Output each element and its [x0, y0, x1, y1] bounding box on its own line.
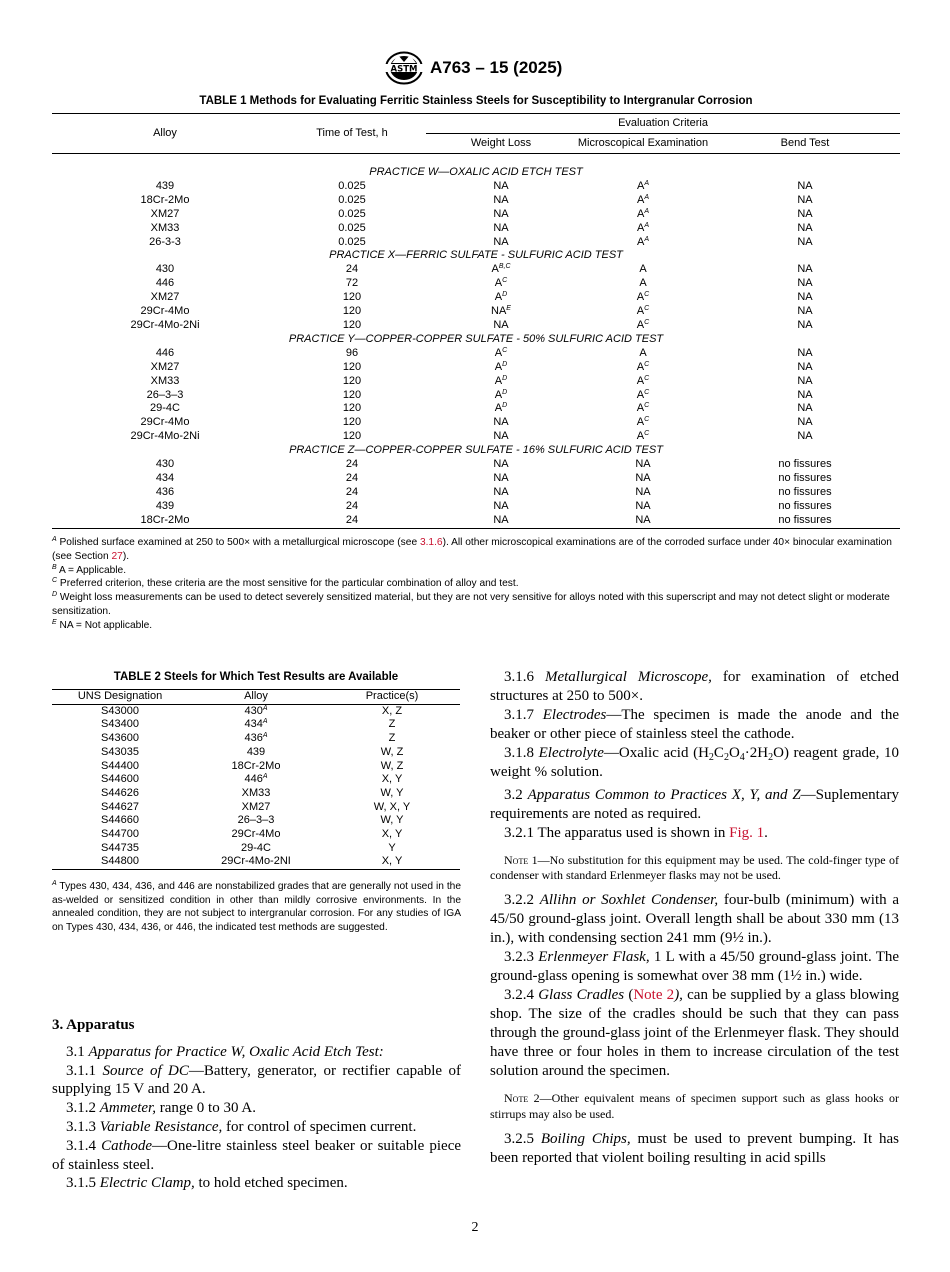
cell-alloy: 26-3-3 — [149, 235, 181, 248]
cell-microscopical: NA — [635, 471, 651, 484]
cell-microscopical: $A^A$ — [636, 179, 649, 192]
cell-bend-test: NA — [797, 360, 813, 373]
table1-row — [52, 361, 900, 375]
para-3-1: 3.1 Apparatus for Practice W, Oxalic Acid Etch Test: — [66, 1043, 384, 1060]
cell-time: 120 — [342, 318, 362, 331]
cell-bend-test: NA — [797, 277, 813, 290]
cell-alloy: 18Cr-2Mo — [140, 193, 190, 206]
table2-row — [52, 718, 460, 732]
cell-bend-test: NA — [797, 193, 813, 206]
table1-header-alloy: Alloy — [153, 127, 177, 139]
table1-row — [52, 180, 900, 194]
table2-row — [52, 842, 460, 856]
cell-bend-test: NA — [797, 374, 813, 387]
link-note-2[interactable]: Note 2 — [633, 987, 675, 1004]
cell-weight-loss: $A^D$ — [494, 402, 508, 415]
cell-bend-test: NA — [797, 318, 813, 331]
para-3-1-5: 3.1.5 Electric Clamp, to hold etched specimen. — [66, 1175, 348, 1192]
cell-time: 120 — [342, 402, 362, 415]
cell-alloy: $434^A$ — [244, 718, 268, 731]
cell-time: 120 — [342, 305, 362, 318]
table1-row — [52, 305, 900, 319]
cell-time: 120 — [342, 360, 362, 373]
cell-microscopical: NA — [635, 458, 651, 471]
cell-microscopical: $A^C$ — [636, 388, 650, 401]
cell-alloy: $436^A$ — [244, 732, 268, 745]
table2-header-alloy: Alloy — [244, 690, 268, 702]
cell-alloy: XM27 — [241, 800, 271, 813]
table1-row — [52, 194, 900, 208]
table1-row — [52, 514, 900, 528]
cell-weight-loss: NA — [493, 485, 509, 498]
cell-time: 24 — [345, 485, 359, 498]
cell-uns: S44735 — [101, 841, 139, 854]
cell-alloy: XM33 — [150, 374, 180, 387]
section-3-left — [52, 1016, 461, 1193]
table1-header-microscopical: Microscopical Examination — [577, 137, 709, 149]
cell-alloy: XM27 — [150, 360, 180, 373]
cell-alloy: 29Cr-4Mo — [140, 305, 190, 318]
cell-weight-loss: NA — [493, 207, 509, 220]
cell-practice: Z — [388, 732, 396, 745]
table1-row — [52, 458, 900, 472]
table2-row — [52, 704, 460, 718]
cell-time: 0.025 — [338, 221, 366, 234]
cell-practice: X, Y — [381, 773, 403, 786]
cell-alloy: 29Cr-4Mo — [140, 416, 190, 429]
cell-weight-loss: $A^D$ — [494, 388, 508, 401]
cell-time: 120 — [342, 374, 362, 387]
cell-weight-loss: $A^C$ — [494, 346, 508, 359]
table2-row — [52, 746, 460, 760]
cell-alloy: 29-4C — [150, 402, 180, 415]
table1-spacer — [52, 154, 900, 167]
cell-microscopical: $A^C$ — [636, 291, 650, 304]
document-designation: A763 – 15 (2025) — [430, 58, 563, 77]
cell-alloy: XM33 — [150, 221, 180, 234]
cell-uns: S44700 — [101, 828, 139, 841]
cell-time: 120 — [342, 388, 362, 401]
section-heading: 3. Apparatus — [52, 1017, 135, 1033]
table1-row — [52, 263, 900, 277]
cell-alloy: $430^A$ — [244, 704, 268, 717]
table1-row — [52, 402, 900, 416]
cell-weight-loss: NA — [493, 513, 509, 526]
cell-weight-loss: $A^{B,C}$ — [491, 263, 511, 276]
footnote-a: $^A$ Polished surface examined at 250 to 500× with a metallurgical microscope (see 3.1.6). All other microscopical examinations are of the corroded surface under 40× binocular examination (see Section 27). — [52, 536, 892, 562]
cell-bend-test: NA — [797, 291, 813, 304]
table1-body — [52, 154, 900, 529]
table1-header-bend-test: Bend Test — [780, 137, 830, 149]
table1-practice-heading — [52, 333, 900, 347]
cell-time: 24 — [345, 458, 359, 471]
cell-uns: S43035 — [101, 745, 139, 758]
cell-weight-loss: $A^D$ — [494, 360, 508, 373]
cell-bend-test: no fissures — [778, 499, 832, 512]
table1-header-criteria: Evaluation Criteria — [426, 114, 900, 134]
cell-uns: S43600 — [101, 732, 139, 745]
cell-alloy: 18Cr-2Mo — [140, 513, 190, 526]
cell-alloy: 29Cr-4Mo-2Ni — [130, 430, 200, 443]
cell-alloy: 430 — [155, 458, 175, 471]
practice-title: PRACTICE Y—COPPER-COPPER SULFATE - 50% SULFURIC ACID TEST — [288, 332, 664, 345]
cell-weight-loss: $A^C$ — [494, 277, 508, 290]
cell-alloy: 446 — [155, 277, 175, 290]
cell-time: 96 — [345, 346, 359, 359]
cell-microscopical: $A^A$ — [636, 221, 649, 234]
cell-bend-test: NA — [797, 388, 813, 401]
cell-alloy: 439 — [246, 745, 266, 758]
cell-microscopical: A — [639, 346, 647, 359]
cell-alloy: 26–3–3 — [146, 388, 184, 401]
cell-alloy: 439 — [155, 499, 175, 512]
cell-alloy: 26–3–3 — [237, 814, 275, 827]
table1-row — [52, 375, 900, 389]
para-3-2-5: 3.2.5 Boiling Chips, must be used to prevent bumping. It has been reported that violent boiling resulting in acid spills — [490, 1130, 899, 1166]
cell-uns: S44627 — [101, 800, 139, 813]
table2-body — [52, 704, 460, 869]
cell-weight-loss: NA — [493, 221, 509, 234]
cell-time: 24 — [345, 263, 359, 276]
cell-weight-loss: NA — [493, 430, 509, 443]
cell-bend-test: NA — [797, 179, 813, 192]
cell-alloy: 29Cr-4Mo-2Ni — [130, 318, 200, 331]
cell-weight-loss: $A^D$ — [494, 291, 508, 304]
table1-row — [52, 416, 900, 430]
cell-alloy: 439 — [155, 179, 175, 192]
cell-bend-test: NA — [797, 346, 813, 359]
table1-row — [52, 208, 900, 222]
table2-row — [52, 828, 460, 842]
cell-time: 120 — [342, 430, 362, 443]
cell-practice: W, Z — [380, 759, 404, 772]
table1-row — [52, 347, 900, 361]
footnote-e: $^E$ NA = Not applicable. — [52, 618, 153, 631]
cell-bend-test: no fissures — [778, 513, 832, 526]
cell-microscopical: $A^A$ — [636, 235, 649, 248]
cell-weight-loss: $A^D$ — [494, 374, 508, 387]
table2-row — [52, 855, 460, 869]
para-3-2-1: 3.2.1 The apparatus used is shown in Fig. 1. — [504, 825, 768, 841]
note-1: Note 1—No substitution for this equipment may be used. The cold-finger type of condenser with standard Erlenmeyer flasks may not be used. — [490, 853, 899, 883]
cell-bend-test: NA — [797, 235, 813, 248]
cell-practice: X, Z — [381, 704, 403, 717]
cell-bend-test: NA — [797, 416, 813, 429]
link-3-1-6[interactable]: 3.1.6 — [419, 537, 443, 548]
cell-microscopical: $A^C$ — [636, 305, 650, 318]
cell-time: 24 — [345, 499, 359, 512]
table2-row — [52, 760, 460, 774]
table1-header-weight-loss: Weight Loss — [470, 137, 532, 149]
cell-bend-test: NA — [797, 221, 813, 234]
table1-row — [52, 486, 900, 500]
table1-row — [52, 472, 900, 486]
table2-header-practice: Practice(s) — [365, 690, 419, 702]
table2-row — [52, 814, 460, 828]
table1-header-time: Time of Test, h — [316, 127, 388, 139]
cell-time: 120 — [342, 291, 362, 304]
cell-bend-test: NA — [797, 430, 813, 443]
para-3-1-2: 3.1.2 Ammeter, range 0 to 30 A. — [66, 1100, 256, 1117]
cell-practice: W, Y — [380, 786, 404, 799]
cell-uns: S44600 — [101, 773, 139, 786]
para-3-1-6: 3.1.6 Metallurgical Microscope, for examination of etched structures at 250 to 500×. — [490, 669, 899, 704]
para-3-1-8: 3.1.8 Electrolyte—Oxalic acid $(H_2C_2O_4\cdot 2H_2O)$ reagent grade, 10 weight % solution. — [490, 745, 900, 780]
cell-time: 0.025 — [338, 235, 366, 248]
para-3-2-4: 3.2.4 Glass Cradles (Note 2), can be supplied by a glass blowing shop. The size of the cradles should be such that they can pass through the ground-glass joint of the Erlenmeyer flask. They should have three or four holes in them to increase circulation of the test solution around the specimen. — [490, 987, 899, 1080]
cell-weight-loss: $NA^E$ — [491, 305, 511, 318]
cell-microscopical: $A^C$ — [636, 416, 650, 429]
footnote-d: $^D$ Weight loss measurements can be used to detect severely sensitized material, but they are not very sensitive for alloys noted with this superscript and may not detect slight or moderate sensitization. — [52, 591, 890, 617]
cell-time: 24 — [345, 513, 359, 526]
table1-practice-heading — [52, 444, 900, 458]
table1-row — [52, 277, 900, 291]
cell-uns: S44626 — [101, 786, 139, 799]
link-fig-1[interactable]: Fig. 1 — [729, 825, 765, 841]
cell-microscopical: NA — [635, 513, 651, 526]
para-3-1-4: 3.1.4 Cathode—One-litre stainless steel beaker or suitable piece of stainless steel. — [52, 1137, 462, 1173]
cell-weight-loss: NA — [493, 318, 509, 331]
cell-practice: X, Y — [381, 828, 403, 841]
cell-time: 0.025 — [338, 179, 366, 192]
table1-row — [52, 500, 900, 514]
table1-row — [52, 319, 900, 333]
cell-alloy: 430 — [155, 263, 175, 276]
cell-weight-loss: NA — [493, 179, 509, 192]
page-header — [0, 50, 950, 86]
para-3-2-2: 3.2.2 Allihn or Soxhlet Condenser, four-bulb (minimum) with a 45/50 ground-glass joint. Overall length shall be about 330 mm (13 in.), with condensing section 241 mm (9½ in.). — [490, 892, 899, 947]
cell-weight-loss: NA — [493, 416, 509, 429]
cell-bend-test: NA — [797, 207, 813, 220]
cell-alloy: 436 — [155, 485, 175, 498]
cell-bend-test: no fissures — [778, 471, 832, 484]
cell-time: 0.025 — [338, 193, 366, 206]
cell-microscopical: NA — [635, 485, 651, 498]
cell-microscopical: A — [639, 263, 647, 276]
cell-uns: S44400 — [101, 759, 139, 772]
table2-row — [52, 801, 460, 815]
cell-practice: W, Y — [380, 814, 404, 827]
cell-alloy: 29-4C — [241, 841, 271, 854]
practice-title: PRACTICE X—FERRIC SULFATE - SULFURIC ACID TEST — [329, 249, 623, 262]
cell-weight-loss: NA — [493, 499, 509, 512]
cell-practice: W, X, Y — [373, 800, 411, 813]
table1 — [52, 113, 900, 529]
table2-header-uns: UNS Designation — [77, 690, 163, 702]
table1-practice-heading — [52, 249, 900, 263]
table2 — [52, 689, 460, 870]
cell-bend-test: NA — [797, 402, 813, 415]
note-2: Note 2—Other equivalent means of specimen support such as glass hooks or stirrups may also be used. — [490, 1091, 899, 1121]
cell-alloy: XM27 — [150, 207, 180, 220]
cell-alloy: $446^A$ — [244, 773, 268, 786]
cell-weight-loss: NA — [493, 193, 509, 206]
table1-row — [52, 389, 900, 403]
cell-bend-test: no fissures — [778, 485, 832, 498]
cell-practice: Y — [388, 841, 396, 854]
cell-uns: S43000 — [101, 704, 139, 717]
link-section-27[interactable]: 27 — [111, 550, 123, 562]
table2-row — [52, 773, 460, 787]
cell-microscopical: NA — [635, 499, 651, 512]
table1-row — [52, 430, 900, 444]
cell-time: 120 — [342, 416, 362, 429]
table1-footnotes — [52, 536, 900, 633]
cell-bend-test: no fissures — [778, 458, 832, 471]
footnote-c: $^C$ Preferred criterion, these criteria are the most sensitive for the particular combination of alloy and test. — [52, 577, 519, 590]
cell-alloy: 18Cr-2Mo — [231, 759, 281, 772]
astm-logo-icon — [384, 51, 424, 85]
footnote-b: $^B$ A = Applicable. — [52, 563, 127, 576]
cell-alloy: XM33 — [241, 786, 271, 799]
cell-microscopical: $A^C$ — [636, 430, 650, 443]
cell-alloy: 29Cr-4Mo — [231, 828, 281, 841]
cell-weight-loss: NA — [493, 471, 509, 484]
cell-microscopical: $A^C$ — [636, 402, 650, 415]
para-3-2: 3.2 Apparatus Common to Practices X, Y, and Z—Suplementary requirements are noted as required. — [490, 787, 899, 822]
cell-microscopical: $A^C$ — [636, 374, 650, 387]
cell-weight-loss: NA — [493, 458, 509, 471]
cell-alloy: 29Cr-4Mo-2NI — [221, 855, 291, 868]
table1-row — [52, 291, 900, 305]
cell-weight-loss: NA — [493, 235, 509, 248]
cell-microscopical: $A^A$ — [636, 207, 649, 220]
svg-text:ASTM: ASTM — [390, 64, 418, 75]
cell-practice: X, Y — [381, 855, 403, 868]
cell-time: 0.025 — [338, 207, 366, 220]
cell-time: 24 — [345, 471, 359, 484]
cell-microscopical: $A^A$ — [636, 193, 649, 206]
section-3-right — [490, 668, 899, 1168]
table1-practice-heading — [52, 166, 900, 180]
cell-uns: S44660 — [101, 814, 139, 827]
cell-uns: S43400 — [101, 718, 139, 731]
cell-practice: W, Z — [380, 745, 404, 758]
cell-microscopical: $A^C$ — [636, 318, 650, 331]
practice-title: PRACTICE Z—COPPER-COPPER SULFATE - 16% SULFURIC ACID TEST — [289, 444, 663, 457]
cell-alloy: XM27 — [150, 291, 180, 304]
para-3-2-3: 3.2.3 Erlenmeyer Flask, 1 L with a 45/50 ground-glass joint. The ground-glass opening is somewhat over 38 mm (1½ in.) wide. — [490, 949, 900, 985]
table2-row — [52, 732, 460, 746]
cell-bend-test: NA — [797, 305, 813, 318]
cell-microscopical: A — [639, 277, 647, 290]
table2-row — [52, 787, 460, 801]
cell-time: 72 — [345, 277, 359, 290]
cell-microscopical: $A^C$ — [636, 360, 650, 373]
para-3-1-3: 3.1.3 Variable Resistance, for control of specimen current. — [66, 1118, 417, 1135]
table2-footnote: $^A$ Types 430, 434, 436, and 446 are nonstabilized grades that are generally not used in the as-welded or sensitized condition in other than mildly corrosive environments. In the annealed condition, they are not subject to intergranular corrosion. For any studies of IGA on Types 430, 434, 436, or 446, the indicated test methods are suggested. — [52, 880, 461, 934]
para-3-1-1: 3.1.1 Source of DC—Battery, generator, or rectifier capable of supplying 15 V and 20 A. — [52, 1062, 462, 1098]
cell-practice: Z — [388, 718, 396, 731]
table2-caption: TABLE 2 Steels for Which Test Results are Available — [113, 671, 399, 683]
practice-title: PRACTICE W—OXALIC ACID ETCH TEST — [369, 166, 583, 178]
table1-caption: TABLE 1 Methods for Evaluating Ferritic Stainless Steels for Susceptibility to Intergranular Corrosion — [199, 95, 753, 107]
cell-alloy: 434 — [155, 471, 175, 484]
page-number: 2 — [471, 1220, 479, 1235]
cell-uns: S44800 — [101, 855, 139, 868]
para-3-1-7: 3.1.7 Electrodes—The specimen is made the anode and the beaker or other piece of stainless steel the cathode. — [490, 707, 900, 742]
table1-row — [52, 222, 900, 236]
cell-alloy: 446 — [155, 346, 175, 359]
table1-row — [52, 236, 900, 250]
cell-bend-test: NA — [797, 263, 813, 276]
